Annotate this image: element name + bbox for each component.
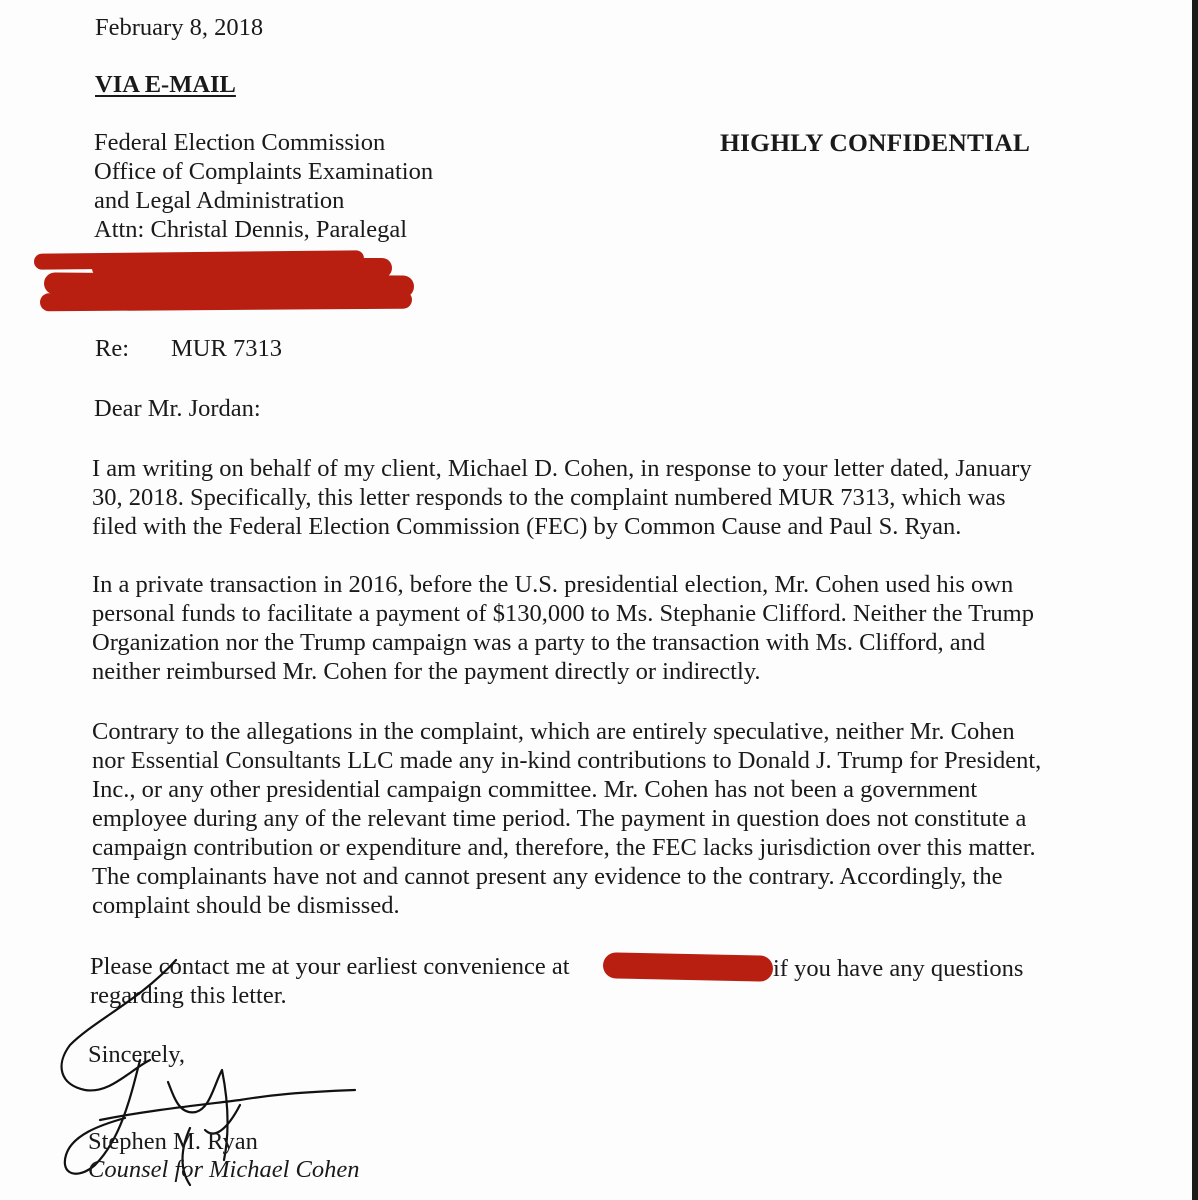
body-line: 30, 2018. Specifically, this letter responds to the complaint numbered MUR 7313, which was xyxy=(92,484,1006,511)
body-line: complaint should be dismissed. xyxy=(92,892,400,919)
address-line: Office of Complaints Examination xyxy=(94,158,434,185)
salutation: Dear Mr. Jordan: xyxy=(94,395,261,422)
body-line: employee during any of the relevant time period. The payment in question does not constitute a xyxy=(92,805,1027,832)
address-line: Federal Election Commission xyxy=(94,129,386,156)
body-line: Contrary to the allegations in the complaint, which are entirely speculative, neither Mr. Cohen xyxy=(92,718,1015,745)
body-line: Inc., or any other presidential campaign committee. Mr. Cohen has not been a government xyxy=(92,776,978,803)
body-line: The complainants have not and cannot present any evidence to the contrary. Accordingly, the xyxy=(92,863,1003,890)
body-line: Organization nor the Trump campaign was a party to the transaction with Ms. Clifford, and xyxy=(92,629,986,656)
signer-name: Stephen M. Ryan xyxy=(88,1128,258,1155)
scan-edge xyxy=(1192,0,1198,1200)
address-line: Attn: Christal Dennis, Paralegal xyxy=(94,216,407,243)
delivery-method: VIA E-MAIL xyxy=(95,71,236,98)
closing: Sincerely, xyxy=(88,1041,186,1068)
redaction-mark xyxy=(40,291,412,312)
body-line: personal funds to facilitate a payment of $130,000 to Ms. Stephanie Clifford. Neither the Trump xyxy=(92,600,1034,627)
body-line: Please contact me at your earliest convenience at xyxy=(90,953,570,980)
body-line: In a private transaction in 2016, before the U.S. presidential election, Mr. Cohen used his own xyxy=(92,571,1014,598)
body-line: I am writing on behalf of my client, Michael D. Cohen, in response to your letter dated, January xyxy=(92,455,1032,482)
re-value: MUR 7313 xyxy=(171,335,282,362)
phone-redaction xyxy=(603,952,774,982)
body-line: if you have any questions xyxy=(773,955,1024,982)
confidentiality-label: HIGHLY CONFIDENTIAL xyxy=(720,128,1031,157)
signer-title: Counsel for Michael Cohen xyxy=(88,1156,360,1183)
address-line: and Legal Administration xyxy=(94,187,345,214)
body-line: neither reimbursed Mr. Cohen for the payment directly or indirectly. xyxy=(92,658,761,685)
body-line: campaign contribution or expenditure and, therefore, the FEC lacks jurisdiction over this matter. xyxy=(92,834,1036,861)
body-line: filed with the Federal Election Commission (FEC) by Common Cause and Paul S. Ryan. xyxy=(92,513,962,540)
body-line: regarding this letter. xyxy=(90,982,287,1009)
re-label: Re: xyxy=(95,335,130,362)
body-line: nor Essential Consultants LLC made any in-kind contributions to Donald J. Trump for President, xyxy=(92,747,1042,774)
letter-date: February 8, 2018 xyxy=(95,14,264,41)
